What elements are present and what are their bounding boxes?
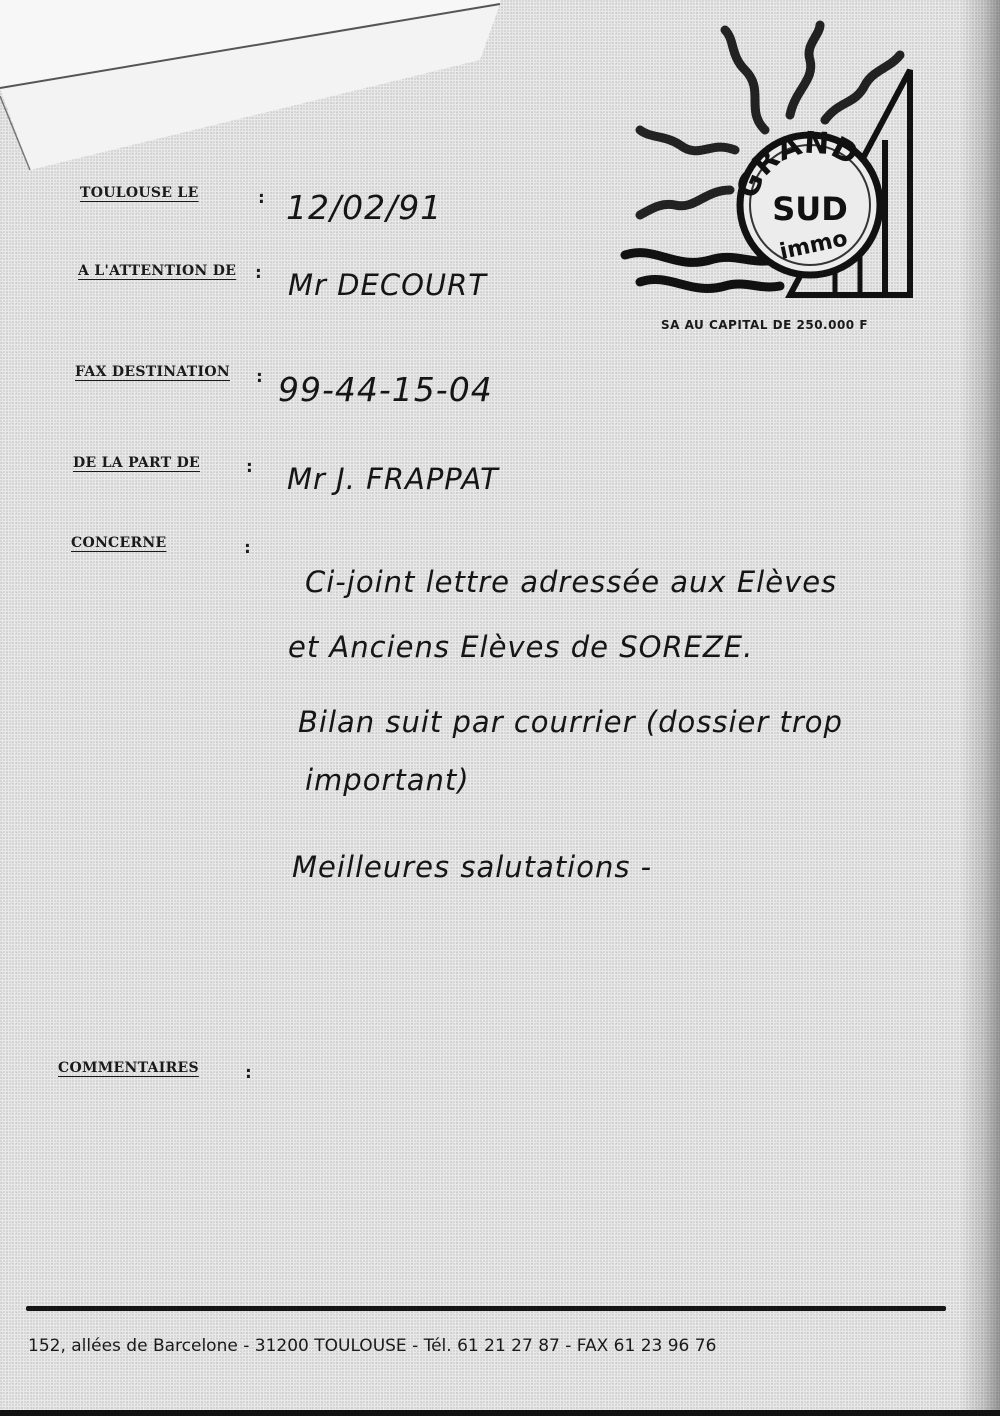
from-colon: : bbox=[244, 456, 255, 477]
subject-label: CONCERNE bbox=[71, 535, 167, 551]
attention-colon: : bbox=[253, 262, 264, 283]
fax-value: 99-44-15-04 bbox=[278, 370, 493, 409]
city-colon: : bbox=[256, 187, 267, 208]
message-line-3: Bilan suit par courrier (dossier trop bbox=[298, 705, 843, 739]
grand-sud-immo-logo bbox=[615, 20, 915, 310]
from-label: DE LA PART DE bbox=[73, 455, 201, 471]
message-line-2: et Anciens Elèves de SOREZE. bbox=[288, 630, 754, 664]
company-capital: SA AU CAPITAL DE 250.000 F bbox=[661, 318, 869, 332]
scan-edge-shadow bbox=[960, 0, 1000, 1416]
footer-divider bbox=[26, 1306, 946, 1311]
comments-label: COMMENTAIRES bbox=[58, 1060, 199, 1076]
date-value: 12/02/91 bbox=[286, 188, 443, 227]
fax-label: FAX DESTINATION bbox=[75, 364, 230, 380]
from-value: Mr J. FRAPPAT bbox=[287, 462, 499, 496]
message-line-1: Ci-joint lettre adressée aux Elèves bbox=[305, 565, 838, 599]
logo-grand-text: GRAND bbox=[729, 125, 864, 204]
footer-address: 152, allées de Barcelone - 31200 TOULOUSE - Tél. 61 21 27 87 - FAX 61 23 96 76 bbox=[28, 1336, 717, 1356]
subject-colon: : bbox=[242, 537, 253, 558]
comments-colon: : bbox=[243, 1062, 254, 1083]
logo-immo-text: immo bbox=[777, 226, 850, 265]
logo-sud-text: SUD bbox=[772, 190, 848, 228]
message-closing: Meilleures salutations - bbox=[292, 850, 653, 884]
attention-value: Mr DECOURT bbox=[288, 268, 487, 302]
message-line-4: important) bbox=[305, 763, 470, 797]
attention-label: A L'ATTENTION DE bbox=[78, 263, 237, 279]
fax-colon: : bbox=[254, 366, 265, 387]
city-label: TOULOUSE LE bbox=[80, 185, 199, 201]
scan-bottom-edge bbox=[0, 1410, 1000, 1416]
